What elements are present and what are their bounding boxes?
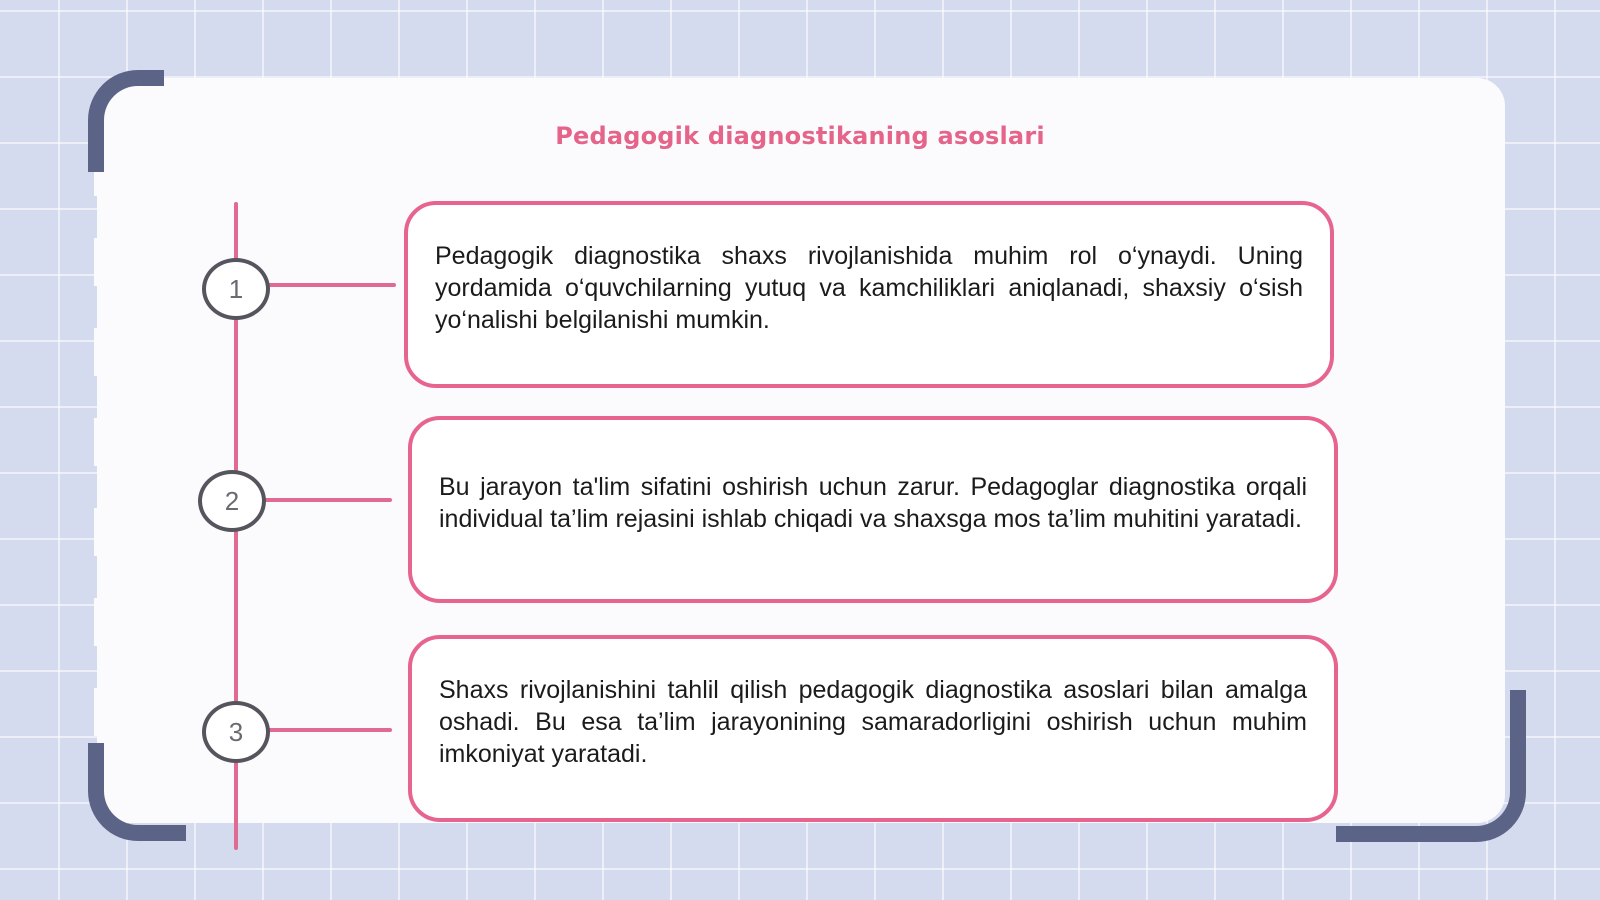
step-number-circle <box>202 258 270 320</box>
step-connector <box>268 728 392 732</box>
step-card <box>408 416 1338 603</box>
step-number-circle <box>202 701 270 763</box>
step-text: Pedagogik diagnostika shaxs rivojlanishida muhim rol o‘ynaydi. Uning yordamida o‘quvchilarning yutuq va kamchiliklari aniqlanadi, shaxsiy o‘sish yo‘nalishi belgilanishi mumkin. <box>435 241 1303 334</box>
step-text: Shaxs rivojlanishini tahlil qilish pedagogik diagnostika asoslari bilan amalga oshadi. Bu esa ta’lim jarayonining samaradorligini oshirish uchun muhim imkoniyat yaratadi. <box>439 675 1307 768</box>
frame-corner-bottom-right <box>1336 690 1526 842</box>
step-card <box>408 635 1338 822</box>
frame-corner-bottom-left <box>88 743 186 841</box>
step-number: 1 <box>228 273 244 304</box>
step-text: Bu jarayon ta'lim sifatini oshirish uchun zarur. Pedagoglar diagnostika orqali individual ta’lim rejasini ishlab chiqadi va shaxsga mos ta’lim muhitini yaratadi. <box>439 472 1307 533</box>
step-connector <box>268 283 396 287</box>
step-number: 3 <box>228 716 244 747</box>
step-connector <box>264 498 392 502</box>
slide-title: Pedagogik diagnostikaning asoslari <box>555 122 1045 150</box>
step-number-circle <box>198 470 266 532</box>
frame-corner-top-left <box>88 70 164 172</box>
step-number: 2 <box>224 485 240 516</box>
step-card <box>404 201 1334 388</box>
